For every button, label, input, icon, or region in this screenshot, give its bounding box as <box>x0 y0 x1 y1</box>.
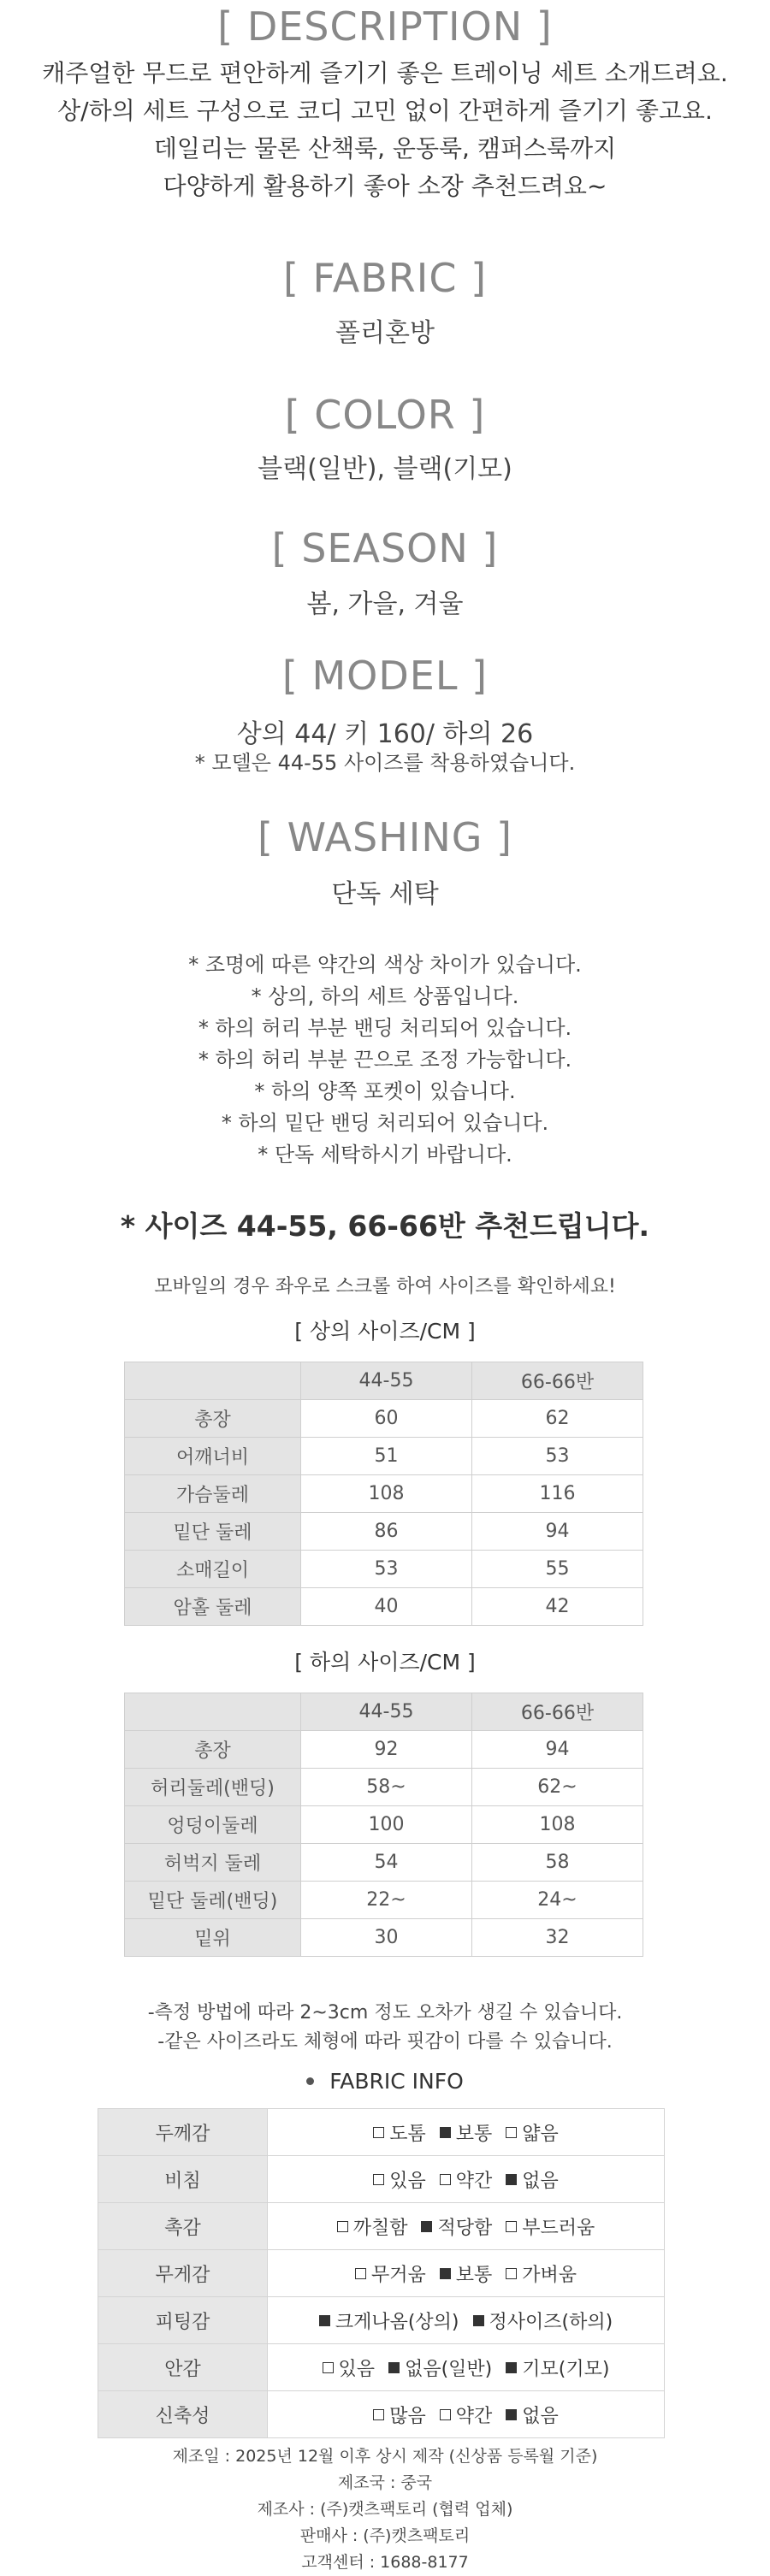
note-item: * 하의 허리 부분 밴딩 처리되어 있습니다. <box>198 1016 572 1040</box>
fabric-options <box>268 2203 665 2250</box>
model-title: [ MODEL ] <box>281 653 489 699</box>
table-cell: 22~ <box>301 1882 472 1919</box>
notes-list <box>0 949 770 1171</box>
fabric-attribute-label: 촉감 <box>98 2203 268 2250</box>
fabric-option <box>506 2119 559 2146</box>
fabric-info-row <box>98 2203 665 2250</box>
table-header-row <box>125 1362 643 1400</box>
fabric-option <box>421 2213 492 2240</box>
table-header-row <box>125 1693 643 1731</box>
model-value: 상의 44/ 키 160/ 하의 26 <box>236 719 534 749</box>
table-header-cell: 44-55 <box>301 1362 472 1400</box>
table-cell: 55 <box>472 1551 643 1588</box>
fabric-options <box>268 2297 665 2344</box>
table-row <box>125 1475 643 1513</box>
fabric-option <box>440 2260 493 2287</box>
checked-box-icon <box>421 2221 432 2232</box>
row-label: 총장 <box>125 1400 301 1438</box>
fabric-attribute-label: 안감 <box>98 2344 268 2391</box>
table-row <box>125 1731 643 1769</box>
fabric-option-label: 가벼움 <box>522 2264 578 2286</box>
description-line: 다양하게 활용하기 좋아 소장 추천드려요~ <box>163 172 607 200</box>
measure-note: -측정 방법에 따라 2~3cm 정도 오차가 생길 수 있습니다. <box>147 2002 623 2024</box>
bullet-icon <box>306 2077 314 2085</box>
fabric-option-label: 있음 <box>389 2170 426 2192</box>
fabric-option <box>337 2213 408 2240</box>
fabric-option-label: 얇음 <box>522 2123 559 2145</box>
fabric-options <box>268 2344 665 2391</box>
checked-box-icon <box>473 2315 484 2326</box>
fabric-option <box>319 2307 459 2334</box>
table-cell: 62~ <box>472 1769 643 1806</box>
row-label: 허벅지 둘레 <box>125 1844 301 1882</box>
fabric-info-row <box>98 2109 665 2156</box>
table-cell: 53 <box>301 1551 472 1588</box>
unchecked-box-icon <box>355 2268 366 2279</box>
table-cell: 53 <box>472 1438 643 1475</box>
table-row <box>125 1806 643 1844</box>
fabric-info-row <box>98 2344 665 2391</box>
unchecked-box-icon <box>440 2409 451 2420</box>
note-item: * 상의, 하의 세트 상품입니다. <box>251 984 519 1008</box>
fabric-options <box>268 2391 665 2438</box>
unchecked-box-icon <box>506 2127 517 2138</box>
season-value: 봄, 가을, 겨울 <box>306 589 464 619</box>
table-cell: 62 <box>472 1400 643 1438</box>
table-cell: 108 <box>301 1475 472 1513</box>
measure-note: -같은 사이즈라도 체형에 따라 핏감이 다를 수 있습니다. <box>157 2031 613 2053</box>
checked-box-icon <box>319 2315 330 2326</box>
row-label: 가슴둘레 <box>125 1475 301 1513</box>
footer-line: 판매사 : (주)캣츠팩토리 <box>299 2526 471 2545</box>
washing-title: [ WASHING ] <box>258 814 512 860</box>
fabric-info-row <box>98 2250 665 2297</box>
table-row <box>125 1844 643 1882</box>
table-cell: 51 <box>301 1438 472 1475</box>
checked-box-icon <box>506 2362 517 2373</box>
unchecked-box-icon <box>373 2127 384 2138</box>
note-item: * 하의 양쪽 포켓이 있습니다. <box>254 1079 516 1103</box>
footer-line: 제조국 : 중국 <box>337 2473 433 2492</box>
mobile-scroll-note: 모바일의 경우 좌우로 스크롤 하여 사이즈를 확인하세요! <box>154 1276 616 1297</box>
fabric-option <box>506 2166 559 2193</box>
row-label: 엉덩이둘레 <box>125 1806 301 1844</box>
top-size-caption: [ 상의 사이즈/CM ] <box>294 1319 476 1344</box>
footer-line: 제조일 : 2025년 12월 이후 상시 제작 (신상품 등록월 기준) <box>172 2447 598 2466</box>
row-label: 어깨너비 <box>125 1438 301 1475</box>
fabric-option <box>506 2260 577 2287</box>
fabric-options <box>268 2109 665 2156</box>
fabric-info-row <box>98 2391 665 2438</box>
product-footer <box>0 2443 770 2576</box>
fabric-option-label: 없음 <box>522 2170 559 2192</box>
fabric-info-row <box>98 2297 665 2344</box>
fabric-option <box>323 2354 376 2381</box>
color-title: [ COLOR ] <box>284 392 486 438</box>
fabric-option-label: 크게나옴(상의) <box>335 2311 459 2333</box>
table-cell: 24~ <box>472 1882 643 1919</box>
fabric-option <box>506 2354 609 2381</box>
table-header-cell <box>125 1693 301 1731</box>
table-cell: 92 <box>301 1731 472 1769</box>
footer-line: 고객센터 : 1688-8177 <box>301 2553 469 2572</box>
color-value: 블랙(일반), 블랙(기모) <box>258 454 512 484</box>
fabric-option <box>440 2119 493 2146</box>
table-cell: 94 <box>472 1513 643 1551</box>
fabric-option <box>373 2166 426 2193</box>
washing-value: 단독 세탁 <box>331 879 439 909</box>
unchecked-box-icon <box>323 2362 334 2373</box>
table-cell: 86 <box>301 1513 472 1551</box>
bottom-size-caption: [ 하의 사이즈/CM ] <box>294 1650 476 1675</box>
checked-box-icon <box>388 2362 400 2373</box>
footer-line: 제조사 : (주)캣츠팩토리 (협력 업체) <box>257 2500 513 2519</box>
fabric-option-label: 약간 <box>455 2170 493 2192</box>
checked-box-icon <box>506 2409 517 2420</box>
row-label: 총장 <box>125 1731 301 1769</box>
row-label: 밑단 둘레 <box>125 1513 301 1551</box>
fabric-option-label: 기모(기모) <box>522 2358 610 2380</box>
table-cell: 58 <box>472 1844 643 1882</box>
fabric-option <box>473 2307 613 2334</box>
model-note: * 모델은 44-55 사이즈를 착용하였습니다. <box>194 751 576 775</box>
season-title: [ SEASON ] <box>271 525 499 571</box>
unchecked-box-icon <box>373 2409 384 2420</box>
bottom-size-table <box>124 1693 643 1957</box>
description-text <box>0 55 770 205</box>
table-row <box>125 1438 643 1475</box>
row-label: 밑위 <box>125 1919 301 1957</box>
table-row <box>125 1769 643 1806</box>
fabric-info-row <box>98 2156 665 2203</box>
fabric-option-label: 없음(일반) <box>405 2358 493 2380</box>
note-item: * 하의 밑단 밴딩 처리되어 있습니다. <box>221 1111 549 1135</box>
fabric-options <box>268 2156 665 2203</box>
fabric-attribute-label: 무게감 <box>98 2250 268 2297</box>
fabric-option-label: 없음 <box>522 2405 559 2427</box>
fabric-option-label: 있음 <box>338 2358 376 2380</box>
checked-box-icon <box>440 2127 451 2138</box>
fabric-option-label: 정사이즈(하의) <box>489 2311 613 2333</box>
fabric-option-label: 보통 <box>455 2123 493 2145</box>
fabric-option-label: 보통 <box>455 2264 493 2286</box>
row-label: 소매길이 <box>125 1551 301 1588</box>
fabric-attribute-label: 비침 <box>98 2156 268 2203</box>
table-row <box>125 1513 643 1551</box>
fabric-option <box>388 2354 492 2381</box>
fabric-info-table <box>98 2108 665 2438</box>
table-cell: 42 <box>472 1588 643 1626</box>
description-line: 캐주얼한 무드로 편안하게 즐기기 좋은 트레이닝 세트 소개드려요. <box>42 59 728 87</box>
size-recommendation: * 사이즈 44-55, 66-66반 추천드립니다. <box>120 1209 650 1243</box>
row-label: 암홀 둘레 <box>125 1588 301 1626</box>
unchecked-box-icon <box>373 2174 384 2185</box>
table-cell: 58~ <box>301 1769 472 1806</box>
fabric-info-title <box>0 2069 770 2094</box>
table-row <box>125 1882 643 1919</box>
table-row <box>125 1588 643 1626</box>
table-header-cell <box>125 1362 301 1400</box>
table-cell: 54 <box>301 1844 472 1882</box>
row-label: 밑단 둘레(밴딩) <box>125 1882 301 1919</box>
description-title: [ DESCRIPTION ] <box>217 3 553 50</box>
fabric-option <box>440 2166 493 2193</box>
fabric-options <box>268 2250 665 2297</box>
table-cell: 94 <box>472 1731 643 1769</box>
note-item: * 단독 세탁하시기 바랍니다. <box>258 1143 512 1167</box>
fabric-option-label: 까칠함 <box>352 2217 408 2239</box>
fabric-value: 폴리혼방 <box>335 318 435 348</box>
unchecked-box-icon <box>440 2174 451 2185</box>
note-item: * 조명에 따른 약간의 색상 차이가 있습니다. <box>188 953 582 977</box>
table-cell: 32 <box>472 1919 643 1957</box>
fabric-option <box>506 2402 559 2428</box>
row-label: 허리둘레(밴딩) <box>125 1769 301 1806</box>
fabric-option-label: 무거움 <box>370 2264 426 2286</box>
fabric-option <box>440 2402 493 2428</box>
fabric-option-label: 도톰 <box>389 2123 426 2145</box>
fabric-option <box>373 2119 426 2146</box>
table-header-cell: 66-66반 <box>472 1362 643 1400</box>
measure-notes <box>0 1999 770 2057</box>
top-size-table <box>124 1362 643 1626</box>
fabric-attribute-label: 피팅감 <box>98 2297 268 2344</box>
fabric-option <box>355 2260 426 2287</box>
checked-box-icon <box>440 2268 451 2279</box>
table-row <box>125 1400 643 1438</box>
checked-box-icon <box>506 2174 517 2185</box>
note-item: * 하의 허리 부분 끈으로 조정 가능합니다. <box>198 1048 572 1072</box>
fabric-info-label: FABRIC INFO <box>329 2069 464 2094</box>
fabric-option-label: 약간 <box>455 2405 493 2427</box>
fabric-title: [ FABRIC ] <box>282 255 488 301</box>
table-cell: 30 <box>301 1919 472 1957</box>
description-line: 상/하의 세트 구성으로 코디 고민 없이 간편하게 즐기기 좋고요. <box>57 97 713 125</box>
fabric-option-label: 많음 <box>389 2405 426 2427</box>
fabric-option <box>373 2402 426 2428</box>
table-row <box>125 1551 643 1588</box>
unchecked-box-icon <box>506 2221 517 2232</box>
table-header-cell: 44-55 <box>301 1693 472 1731</box>
fabric-option <box>506 2213 595 2240</box>
fabric-attribute-label: 신축성 <box>98 2391 268 2438</box>
unchecked-box-icon <box>506 2268 517 2279</box>
fabric-option-label: 부드러움 <box>522 2217 595 2239</box>
table-cell: 100 <box>301 1806 472 1844</box>
table-cell: 60 <box>301 1400 472 1438</box>
description-line: 데일리는 물론 산책룩, 운동룩, 캠퍼스룩까지 <box>153 134 617 162</box>
table-header-cell: 66-66반 <box>472 1693 643 1731</box>
fabric-attribute-label: 두께감 <box>98 2109 268 2156</box>
unchecked-box-icon <box>337 2221 348 2232</box>
fabric-option-label: 적당함 <box>437 2217 493 2239</box>
table-cell: 40 <box>301 1588 472 1626</box>
table-cell: 116 <box>472 1475 643 1513</box>
table-cell: 108 <box>472 1806 643 1844</box>
table-row <box>125 1919 643 1957</box>
